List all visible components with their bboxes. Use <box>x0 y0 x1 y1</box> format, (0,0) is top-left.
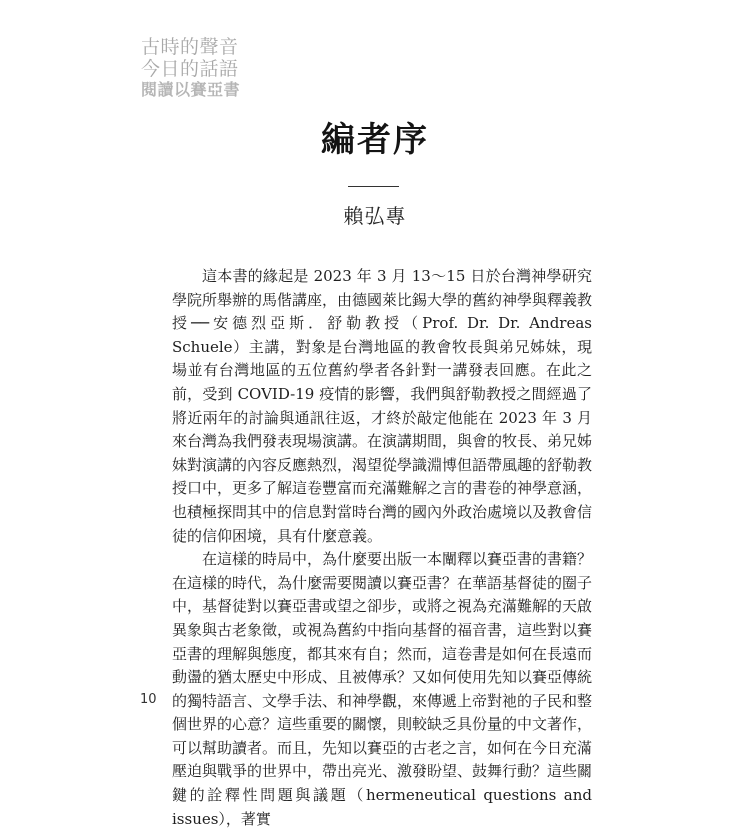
body-text <box>172 265 592 831</box>
book-title-line-2: 今日的話語 <box>141 58 239 80</box>
title-divider <box>348 186 399 187</box>
page-number: 10 <box>140 692 157 707</box>
book-title-line-1: 古時的聲音 <box>141 36 239 58</box>
paragraph-1: 這本書的緣起是 2023 年 3 月 13～15 日於台灣神學研究學院所舉辦的馬偕講座，由德國萊比錫大學的舊約神學與釋義教授──安德烈亞斯．舒勒教授（Prof. Dr. Dr. Andreas Schuele）主講，對象是台灣地區的教會牧長與弟兄姊妹，現場並有台灣地區的五位舊約學者各針對一講發表回應。在此之前，受到 COVID-19 疫情的影響，我們與舒勒教授之間經過了將近兩年的討論與通訊往返，才終於敲定他能在 2023 年 3 月來台灣為我們發表現場演講。在演講期間，與會的牧長、弟兄姊妹對演講的內容反應熱烈，渴望從學識淵博但語帶風趣的舒勒教授口中，更多了解這卷豐富而充滿難解之言的書卷的神學意涵，也積極探問其中的信息對當時台灣的國內外政治處境以及教會信徒的信仰困境，具有什麼意義。 <box>172 267 593 545</box>
paragraph-2: 在這樣的時局中，為什麼要出版一本闡釋以賽亞書的書籍？在這樣的時代，為什麼需要閱讀以賽亞書？在華語基督徒的圈子中，基督徒對以賽亞書或望之卻步，或將之視為充滿難解的天啟異象與古老象徵，或視為舊約中指向基督的福音書，這些對以賽亞書的理解與態度，都其來有自；然而，這卷書是如何在長遠而動盪的猶太歷史中形成、且被傳承？又如何使用先知以賽亞傳統的獨特語言、文學手法、和神學觀，來傳遞上帝對祂的子民和整個世界的心意？這些重要的關懷，則較缺乏具份量的中文著作，可以幫助讀者。而且，先知以賽亞的古老之言，如何在今日充滿壓迫與戰爭的世界中，帶出亮光、激發盼望、鼓舞行動？這些關鍵的詮釋性問題與議題（hermeneutical questions and issues），著實 <box>172 550 593 828</box>
running-head <box>141 36 240 100</box>
book-subtitle: 閱讀以賽亞書 <box>141 80 241 99</box>
chapter-title: 編者序 <box>321 120 429 160</box>
chapter-author: 賴弘專 <box>343 204 407 228</box>
